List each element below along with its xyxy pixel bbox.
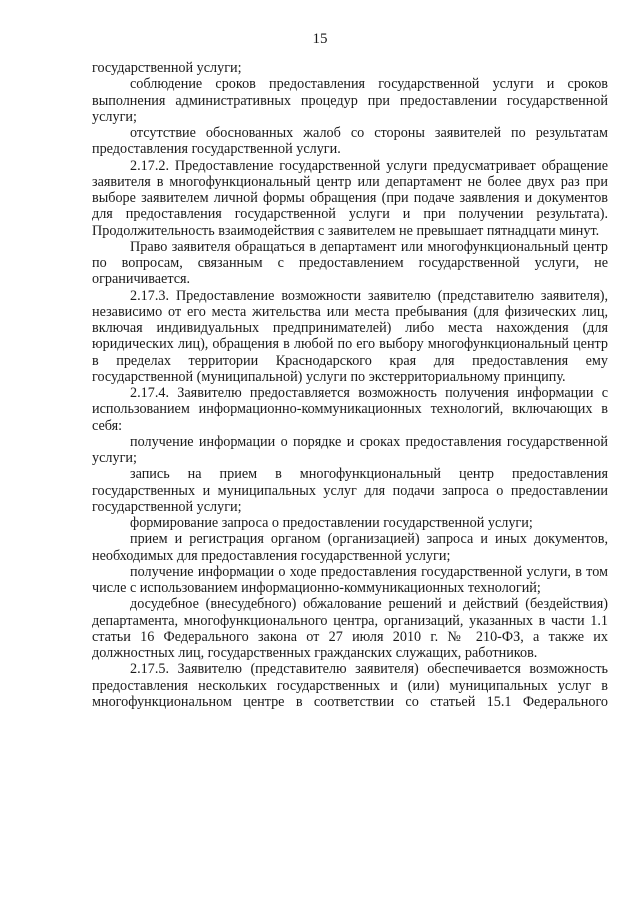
document-body bbox=[92, 60, 608, 710]
paragraph-12: получение информации о ходе предоставления государственной услуги, в том числе с использованием информационно-коммуникационных технологий; bbox=[92, 563, 608, 596]
paragraph-9: запись на прием в многофункциональный центр предоставления государственных и муниципальных услуг для подачи запроса о предоставлении государственной услуги; bbox=[92, 466, 608, 515]
paragraph-4: 2.17.2. Предоставление государственной услуги предусматривает обращение заявителя в многофункциональный центр или департамент не более двух раз при выборе заявителем личной формы обращения (при подаче заявления и документов для предоставления государственной услуги и при получении результата). Продолжительность взаимодействия с заявителем не превышает пятнадцати минут. bbox=[92, 157, 608, 239]
paragraph-13: досудебное (внесудебного) обжалование решений и действий (бездействия) департамента, многофункционального центра, организаций, указанных в части 1.1 статьи 16 Федерального закона от 27 июля 2010 г. № 210-ФЗ, а также их должностных лиц, государственных гражданских служащих, работников. bbox=[92, 596, 608, 661]
paragraph-8: получение информации о порядке и сроках предоставления государственной услуги; bbox=[92, 433, 608, 466]
paragraph-10: формирование запроса о предоставлении государственной услуги; bbox=[130, 515, 533, 531]
paragraph-7: 2.17.4. Заявителю предоставляется возможность получения информации с использованием информационно-коммуникационных технологий, включающих в себя: bbox=[92, 385, 608, 434]
page-number: 15 bbox=[312, 31, 328, 47]
paragraph-2: соблюдение сроков предоставления государственной услуги и сроков выполнения административных процедур при предоставлении государственной услуги; bbox=[92, 76, 608, 125]
paragraph-6: 2.17.3. Предоставление возможности заявителю (представителю заявителя), независимо от его места жительства или места пребывания (для физических лиц, включая индивидуальных предпринимателей) либо места нахождения (для юридических лиц), обращения в любой по его выбору многофункциональный центр в пределах территории Краснодарского края для предоставления ему государственной (муниципальной) услуги по экстерриториальному принципу. bbox=[92, 287, 608, 385]
paragraph-11: прием и регистрация органом (организацией) запроса и иных документов, необходимых для предоставления государственной услуги; bbox=[92, 531, 608, 564]
paragraph-3: отсутствие обоснованных жалоб со стороны заявителей по результатам предоставления государственной услуги. bbox=[92, 125, 608, 158]
paragraph-5: Право заявителя обращаться в департамент или многофункциональный центр по вопросам, связанным с предоставлением государственной услуги, не ограничивается. bbox=[92, 238, 608, 288]
paragraph-14: 2.17.5. Заявителю (представителю заявителя) обеспечивается возможность предоставления нескольких государственных и (или) муниципальных услуг в многофункциональном центре в соответствии со статьей 15.1 Федерального bbox=[92, 661, 608, 710]
paragraph-1: государственной услуги; bbox=[92, 60, 242, 76]
